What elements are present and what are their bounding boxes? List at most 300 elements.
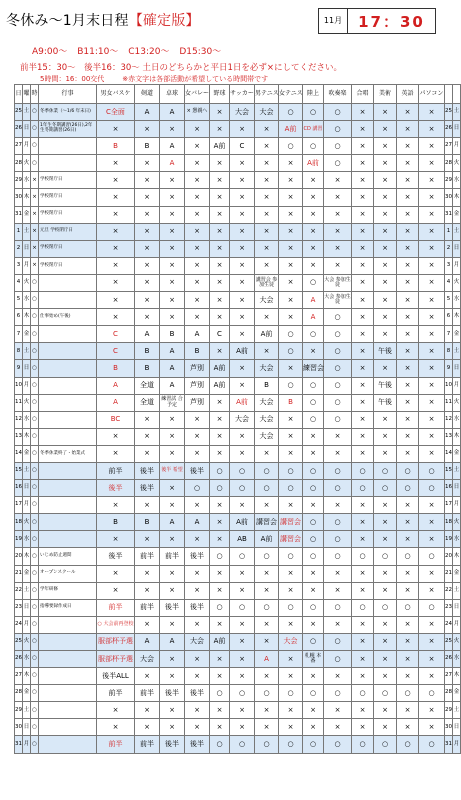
table-cell: ○ xyxy=(303,480,324,497)
table-row xyxy=(15,206,461,223)
table-cell: × xyxy=(303,189,324,206)
table-cell: 服部杯予選 xyxy=(97,633,135,650)
table-cell: × xyxy=(135,274,160,291)
table-cell: × xyxy=(303,445,324,462)
table-cell: ○ xyxy=(303,394,324,411)
table-cell: × xyxy=(374,616,397,633)
table-cell: CD 講習 xyxy=(303,121,324,138)
table-cell: × xyxy=(230,223,255,240)
table-cell: ○ xyxy=(324,514,352,531)
table-cell: 金 xyxy=(23,326,31,343)
table-cell: × xyxy=(397,206,419,223)
table-cell: × xyxy=(303,172,324,189)
table-cell: 28 xyxy=(445,685,453,702)
table-cell: × xyxy=(160,240,185,257)
table-cell: 前半 xyxy=(135,736,160,753)
table-cell: × xyxy=(160,531,185,548)
table-cell: 後半 xyxy=(185,462,210,479)
column-header: 陸上 xyxy=(303,85,324,104)
table-cell: 29 xyxy=(445,172,453,189)
table-cell: × xyxy=(352,223,374,240)
table-cell: × xyxy=(255,138,279,155)
table-cell: × xyxy=(324,257,352,274)
table-row xyxy=(15,104,461,121)
column-header: 剣道 xyxy=(135,85,160,104)
table-cell: × xyxy=(279,309,303,326)
table-cell: ○ xyxy=(210,480,230,497)
table-cell: A xyxy=(160,155,185,172)
table-cell: ○ xyxy=(303,326,324,343)
table-row xyxy=(15,257,461,274)
table-cell: A前 xyxy=(230,343,255,360)
table-cell: × xyxy=(185,565,210,582)
table-cell: × xyxy=(230,702,255,719)
table-cell: × xyxy=(230,428,255,445)
table-cell: 金 xyxy=(23,206,31,223)
table-cell: × xyxy=(279,668,303,685)
table-cell: 前半 xyxy=(135,685,160,702)
table-cell: 13 xyxy=(15,428,23,445)
table-cell: 指導要録作成日 xyxy=(39,599,97,616)
table-cell: 後半 xyxy=(160,736,185,753)
table-cell xyxy=(39,411,97,428)
time-box xyxy=(318,8,436,34)
table-cell: B xyxy=(279,394,303,411)
table-cell: ○ xyxy=(31,155,39,172)
table-cell: 後半 xyxy=(160,599,185,616)
table-cell: C xyxy=(210,326,230,343)
table-cell xyxy=(39,685,97,702)
table-cell: × xyxy=(31,189,39,206)
table-cell: 午後 xyxy=(374,343,397,360)
table-cell: ○ xyxy=(419,736,445,753)
table-cell: × xyxy=(210,497,230,514)
table-cell xyxy=(39,377,97,394)
table-cell: ○ xyxy=(324,548,352,565)
table-cell: × xyxy=(397,172,419,189)
table-cell: 火 xyxy=(453,394,461,411)
table-cell xyxy=(39,497,97,514)
table-cell: 11 xyxy=(15,394,23,411)
table-cell: ○ xyxy=(31,121,39,138)
column-header: 日 xyxy=(15,85,23,104)
table-cell: × xyxy=(160,616,185,633)
table-cell: × xyxy=(230,582,255,599)
table-cell: 12 xyxy=(445,411,453,428)
table-cell: × xyxy=(160,702,185,719)
table-cell: ○ xyxy=(419,462,445,479)
table-cell: 19 xyxy=(15,531,23,548)
table-cell: 土 xyxy=(453,104,461,121)
table-cell: × xyxy=(279,411,303,428)
table-cell: × xyxy=(397,531,419,548)
table-cell: × xyxy=(160,565,185,582)
table-cell: × xyxy=(303,257,324,274)
table-cell: × xyxy=(185,172,210,189)
table-cell: × xyxy=(352,172,374,189)
table-cell: × xyxy=(97,309,135,326)
table-cell: 全道 xyxy=(135,394,160,411)
table-cell: 26 xyxy=(445,121,453,138)
table-cell: 前半 xyxy=(97,599,135,616)
table-cell: ○ xyxy=(31,616,39,633)
table-cell: × xyxy=(230,360,255,377)
table-cell xyxy=(39,155,97,172)
table-cell: ○ xyxy=(210,548,230,565)
column-header: 男女バスケ xyxy=(97,85,135,104)
table-cell: × xyxy=(419,531,445,548)
table-cell: ○ xyxy=(31,599,39,616)
table-cell: × xyxy=(230,172,255,189)
table-cell: × xyxy=(97,582,135,599)
table-cell: B xyxy=(135,514,160,531)
table-cell: 木 xyxy=(453,428,461,445)
table-cell: 16 xyxy=(445,480,453,497)
table-cell: × xyxy=(230,719,255,736)
table-cell: × xyxy=(324,702,352,719)
table-cell: × xyxy=(230,292,255,309)
table-cell: × xyxy=(135,497,160,514)
table-cell: 大会 xyxy=(255,428,279,445)
table-cell: × xyxy=(374,172,397,189)
table-cell: ○ xyxy=(352,599,374,616)
table-cell: ○ xyxy=(352,685,374,702)
table-cell: × xyxy=(352,633,374,650)
table-cell: × xyxy=(255,616,279,633)
table-cell: × xyxy=(160,480,185,497)
table-cell: × xyxy=(397,326,419,343)
table-cell: 大会 参加生徒 xyxy=(324,274,352,291)
table-cell: × xyxy=(397,633,419,650)
table-cell: × xyxy=(324,445,352,462)
table-cell: × xyxy=(97,206,135,223)
table-cell: A xyxy=(97,394,135,411)
table-cell: ○ xyxy=(324,138,352,155)
table-row xyxy=(15,582,461,599)
table-cell: × xyxy=(324,223,352,240)
table-cell: 学校閉庁日 xyxy=(39,257,97,274)
table-cell: ○ xyxy=(279,462,303,479)
table-cell: 10 xyxy=(445,377,453,394)
table-cell: × xyxy=(230,651,255,668)
table-cell: ○ xyxy=(31,668,39,685)
table-cell: ○ xyxy=(31,394,39,411)
table-cell: 前半 xyxy=(97,736,135,753)
table-cell: × xyxy=(230,616,255,633)
table-cell: × xyxy=(160,309,185,326)
table-cell: ○ xyxy=(279,480,303,497)
table-cell: × xyxy=(230,206,255,223)
table-cell: 8 xyxy=(445,343,453,360)
table-row xyxy=(15,719,461,736)
table-cell: × xyxy=(352,651,374,668)
table-cell: 22 xyxy=(15,582,23,599)
table-cell: × xyxy=(374,138,397,155)
table-cell: × xyxy=(185,651,210,668)
table-cell: × xyxy=(185,138,210,155)
table-cell: × xyxy=(374,206,397,223)
table-cell: 3 xyxy=(15,257,23,274)
table-cell: ○ xyxy=(31,736,39,753)
table-row xyxy=(15,616,461,633)
table-cell: × xyxy=(279,360,303,377)
table-cell: × xyxy=(397,309,419,326)
table-cell: A前 xyxy=(210,138,230,155)
table-cell: 前半 xyxy=(97,462,135,479)
table-cell: × xyxy=(135,292,160,309)
table-row xyxy=(15,274,461,291)
table-cell: 17 xyxy=(445,497,453,514)
table-cell: 土 xyxy=(23,702,31,719)
table-cell: × xyxy=(374,292,397,309)
table-cell: × xyxy=(31,223,39,240)
table-cell: × xyxy=(303,616,324,633)
table-cell: × xyxy=(97,172,135,189)
table-cell: × xyxy=(185,531,210,548)
table-cell: × xyxy=(160,121,185,138)
table-row xyxy=(15,702,461,719)
table-cell: ○ xyxy=(303,599,324,616)
table-cell: × xyxy=(135,719,160,736)
table-cell: × xyxy=(324,582,352,599)
table-cell: × xyxy=(303,719,324,736)
table-cell: × xyxy=(374,497,397,514)
table-cell: ○ xyxy=(324,394,352,411)
table-cell: × xyxy=(397,651,419,668)
table-cell: × xyxy=(419,309,445,326)
table-cell: 13 xyxy=(445,428,453,445)
table-cell: 大会 参加生徒 xyxy=(324,292,352,309)
table-cell: 24 xyxy=(445,616,453,633)
table-cell xyxy=(39,428,97,445)
table-cell: 日 xyxy=(453,240,461,257)
table-cell: ○ xyxy=(255,599,279,616)
table-cell: × xyxy=(352,531,374,548)
table-row xyxy=(15,428,461,445)
table-cell: 木 xyxy=(23,548,31,565)
table-row xyxy=(15,121,461,138)
slot-b: B11:10～ xyxy=(77,47,119,57)
table-cell: 日 xyxy=(23,480,31,497)
table-cell: × xyxy=(352,411,374,428)
table-cell: 5 xyxy=(15,292,23,309)
table-cell: × xyxy=(255,565,279,582)
table-cell: A前 xyxy=(255,326,279,343)
table-row xyxy=(15,292,461,309)
table-cell: × xyxy=(185,668,210,685)
table-cell: × xyxy=(31,206,39,223)
table-cell: A xyxy=(160,104,185,121)
schedule-table xyxy=(14,84,461,754)
table-cell: × xyxy=(210,257,230,274)
table-cell: × xyxy=(324,565,352,582)
table-cell: × xyxy=(352,582,374,599)
table-cell: ○ xyxy=(303,531,324,548)
table-cell: ○ xyxy=(230,480,255,497)
table-cell: 大会 xyxy=(255,104,279,121)
table-cell: × xyxy=(97,257,135,274)
table-cell: ○ xyxy=(374,480,397,497)
table-cell: × xyxy=(185,445,210,462)
table-cell: 水 xyxy=(453,172,461,189)
table-cell: × xyxy=(352,138,374,155)
table-row xyxy=(15,548,461,565)
table-cell: × xyxy=(374,428,397,445)
table-cell: 26 xyxy=(445,651,453,668)
table-cell: 水 xyxy=(23,531,31,548)
table-cell: 20 xyxy=(15,548,23,565)
table-cell: × xyxy=(419,514,445,531)
table-cell: 12 xyxy=(15,411,23,428)
table-cell: × xyxy=(419,189,445,206)
table-cell: × xyxy=(185,428,210,445)
table-cell: ○ xyxy=(324,377,352,394)
table-cell: 金 xyxy=(453,685,461,702)
table-cell: 11 xyxy=(445,394,453,411)
table-cell: 服部杯予選 xyxy=(97,651,135,668)
table-cell: A xyxy=(160,377,185,394)
table-cell: 金 xyxy=(23,565,31,582)
table-cell: 大会 xyxy=(255,394,279,411)
table-cell: 大会 xyxy=(230,411,255,428)
table-cell: BC xyxy=(97,411,135,428)
table-cell: × xyxy=(230,668,255,685)
table-cell: 後半ALL xyxy=(97,668,135,685)
table-cell: 後半 xyxy=(135,480,160,497)
table-cell: 金 xyxy=(453,445,461,462)
table-cell: ○ xyxy=(303,514,324,531)
table-cell: × xyxy=(352,360,374,377)
table-cell: × xyxy=(324,240,352,257)
table-cell: 大会 xyxy=(135,651,160,668)
table-cell xyxy=(39,702,97,719)
table-cell: × xyxy=(160,292,185,309)
table-cell: 金 xyxy=(23,445,31,462)
table-cell: 水 xyxy=(453,411,461,428)
table-cell: × xyxy=(352,514,374,531)
table-cell: 日 xyxy=(453,121,461,138)
table-cell: 札幌 本番 xyxy=(303,651,324,668)
table-cell: × xyxy=(419,292,445,309)
column-header: サッカー xyxy=(230,85,255,104)
table-cell: ○ xyxy=(324,155,352,172)
table-cell: × xyxy=(352,565,374,582)
table-cell: C xyxy=(97,326,135,343)
table-cell: × xyxy=(303,668,324,685)
table-cell: ○ xyxy=(255,462,279,479)
table-cell: 前半 xyxy=(135,548,160,565)
table-cell: × xyxy=(255,121,279,138)
table-cell: × xyxy=(419,428,445,445)
table-cell: 日 xyxy=(453,599,461,616)
table-cell: × xyxy=(279,497,303,514)
table-cell: ○ xyxy=(255,480,279,497)
table-cell: 7 xyxy=(15,326,23,343)
table-cell: × xyxy=(31,257,39,274)
table-cell: ○ xyxy=(374,599,397,616)
table-cell: × xyxy=(324,668,352,685)
table-cell: ○ xyxy=(31,565,39,582)
table-cell: 大会 xyxy=(255,360,279,377)
table-cell: × xyxy=(279,257,303,274)
table-cell: × xyxy=(210,514,230,531)
table-cell: 月 xyxy=(453,257,461,274)
table-cell: × xyxy=(324,719,352,736)
table-cell: × xyxy=(324,172,352,189)
table-cell: ○ xyxy=(303,548,324,565)
table-cell: 27 xyxy=(445,138,453,155)
table-cell: 4 xyxy=(445,274,453,291)
table-cell xyxy=(39,138,97,155)
table-cell: 8 xyxy=(15,343,23,360)
table-cell: × xyxy=(352,445,374,462)
table-cell: 後半 希望 xyxy=(160,462,185,479)
table-cell: × xyxy=(255,309,279,326)
table-cell: × xyxy=(279,565,303,582)
table-cell: × xyxy=(210,155,230,172)
table-cell: × xyxy=(397,411,419,428)
table-cell: × xyxy=(97,121,135,138)
table-cell: ○ xyxy=(419,599,445,616)
table-cell: ○ xyxy=(324,411,352,428)
slot-d: D15:30～ xyxy=(179,47,222,57)
table-cell: 25 xyxy=(15,633,23,650)
table-cell: × xyxy=(135,582,160,599)
table-cell: × xyxy=(374,633,397,650)
table-cell: 月 xyxy=(453,497,461,514)
table-cell: A xyxy=(160,360,185,377)
table-cell: × xyxy=(374,445,397,462)
table-cell: 午後 xyxy=(374,394,397,411)
table-cell: × xyxy=(397,702,419,719)
table-cell: × xyxy=(160,497,185,514)
table-cell: × xyxy=(397,582,419,599)
table-cell: 6 xyxy=(445,309,453,326)
table-cell: 火 xyxy=(453,155,461,172)
table-cell xyxy=(39,326,97,343)
table-cell: × xyxy=(255,343,279,360)
table-cell: × xyxy=(230,240,255,257)
table-cell: 土 xyxy=(23,343,31,360)
note-2: 5時間：16：00交代 ※赤文字は各部活動が希望している時間帯です xyxy=(40,75,269,83)
table-cell: × xyxy=(279,616,303,633)
table-cell: × xyxy=(352,189,374,206)
table-cell: ○ xyxy=(230,599,255,616)
column-header: 野球 xyxy=(210,85,230,104)
table-cell: 23 xyxy=(15,599,23,616)
table-cell: × xyxy=(303,497,324,514)
table-cell: 練習会 xyxy=(303,360,324,377)
table-cell: × xyxy=(210,445,230,462)
table-cell: 30 xyxy=(445,719,453,736)
table-cell: 25 xyxy=(445,633,453,650)
table-cell: × xyxy=(419,326,445,343)
table-cell: × xyxy=(352,343,374,360)
table-cell: × xyxy=(185,292,210,309)
table-cell: ○ xyxy=(374,685,397,702)
table-cell xyxy=(39,616,97,633)
table-cell: 29 xyxy=(445,702,453,719)
table-cell: × xyxy=(135,240,160,257)
table-cell: 月 xyxy=(23,736,31,753)
table-cell: × xyxy=(419,668,445,685)
table-cell: × xyxy=(230,274,255,291)
table-cell: ○ xyxy=(303,104,324,121)
table-cell: 4 xyxy=(15,274,23,291)
table-cell: × xyxy=(397,257,419,274)
table-cell: 27 xyxy=(15,138,23,155)
table-cell: ○ xyxy=(31,480,39,497)
